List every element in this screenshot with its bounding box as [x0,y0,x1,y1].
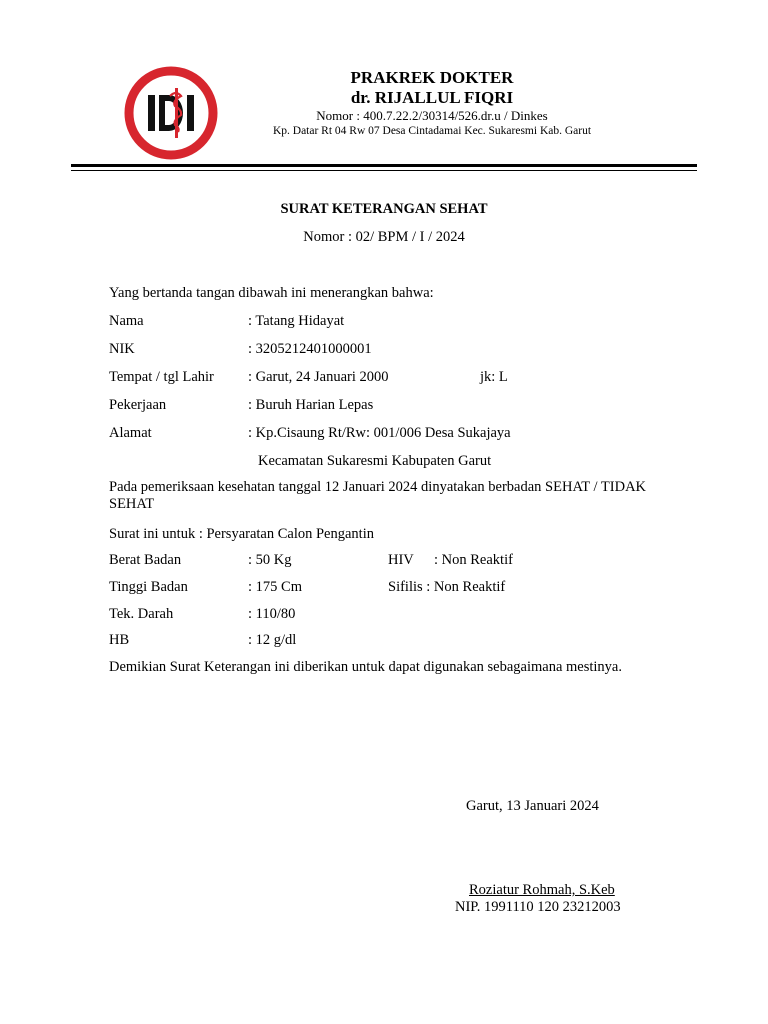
closing-text: Demikian Surat Keterangan ini diberikan untuk dapat digunakan sebagaimana mestinya. [109,659,622,675]
document-title: SURAT KETERANGAN SEHAT [280,201,488,217]
sifilis-value: Sifilis : Non Reaktif [388,579,506,595]
weight-value: : 50 Kg [248,552,292,568]
weight-label: Berat Badan [109,552,182,568]
birth-value: : Garut, 24 Januari 2000 [248,369,389,385]
nik-value: : 3205212401000001 [248,341,372,357]
hiv-label: HIV [388,552,414,568]
signature-place-date: Garut, 13 Januari 2024 [466,798,599,814]
address-label: Alamat [109,425,152,441]
address-line2: Kecamatan Sukaresmi Kabupaten Garut [258,453,492,469]
bp-label: Tek. Darah [109,606,174,622]
exam-statement: Pada pemeriksaan kesehatan tanggal 12 Januari 2024 dinyatakan berbadan SEHAT / TIDAK SEHAT [109,479,647,512]
job-label: Pekerjaan [109,397,167,413]
document-number: Nomor : 02/ BPM / I / 2024 [303,229,465,245]
name-label: Nama [109,313,144,329]
clinic-name: PRAKREK DOKTER [350,68,514,87]
height-label: Tinggi Badan [109,579,188,595]
signer-name: Roziatur Rohmah, S.Keb [469,882,615,898]
height-value: : 175 Cm [248,579,302,595]
address-line1: : Kp.Cisaung Rt/Rw: 001/006 Desa Sukajaya [248,425,511,441]
name-value: : Tatang Hidayat [248,313,345,329]
header-divider-thin [71,170,697,171]
signer-nip: NIP. 1991110 120 23212003 [455,899,621,915]
idi-logo [124,66,218,160]
header-divider-thick [71,164,697,167]
clinic-address: Kp. Datar Rt 04 Rw 07 Desa Cintadamai Kec. Sukaresmi Kab. Garut [272,125,592,137]
doctor-name: dr. RIJALLUL FIQRI [350,88,514,107]
license-number: Nomor : 400.7.22.2/30314/526.dr.u / Dinkes [316,108,548,123]
hb-label: HB [109,632,130,648]
hb-value: : 12 g/dl [248,632,297,648]
bp-value: : 110/80 [248,606,296,622]
purpose-text: Surat ini untuk : Persyaratan Calon Pengantin [109,526,374,542]
nik-label: NIK [109,341,135,357]
hiv-value: : Non Reaktif [434,552,513,568]
birth-label: Tempat / tgl Lahir [109,369,214,385]
gender-value: jk: L [480,369,508,385]
intro-text: Yang bertanda tangan dibawah ini menerangkan bahwa: [109,285,434,301]
job-value: : Buruh Harian Lepas [248,397,374,413]
